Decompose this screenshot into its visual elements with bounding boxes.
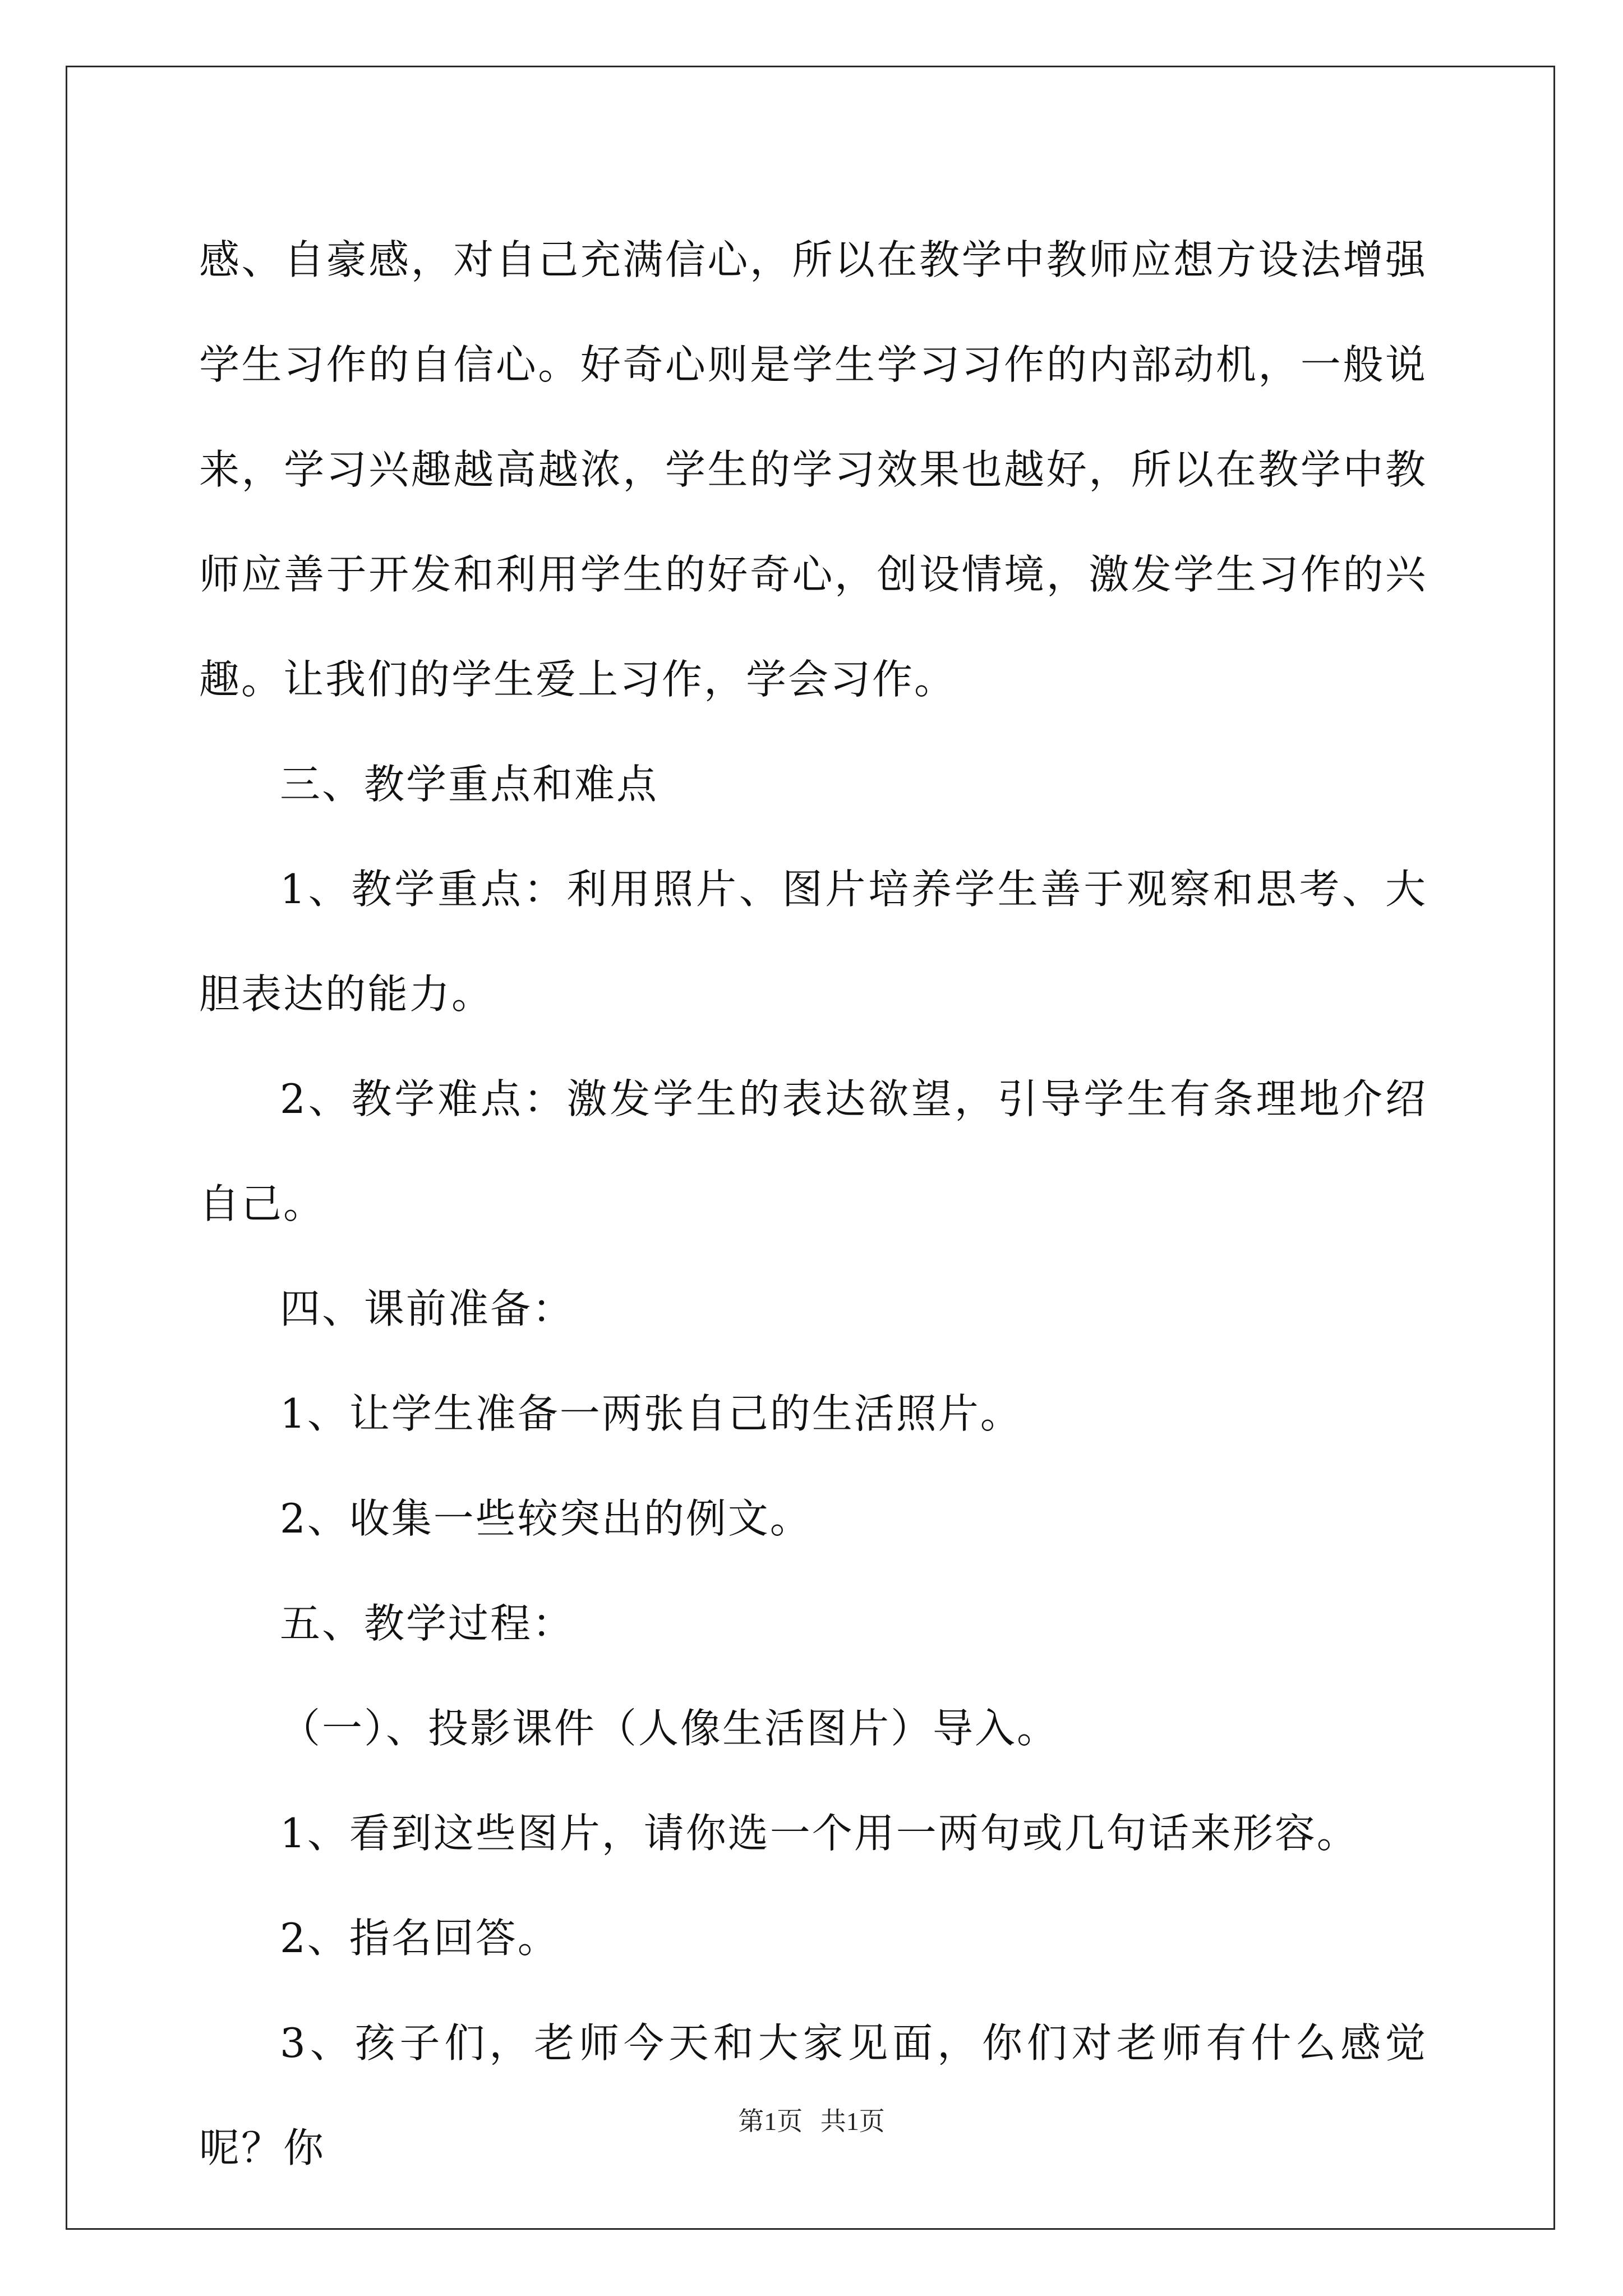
paragraph-process-intro: （一）、投影课件（人像生活图片）导入。: [280, 1705, 1059, 1752]
paragraph-prep-1: 1、让学生准备一两张自己的生活照片。: [280, 1390, 1022, 1437]
paragraph-process-1: 1、看到这些图片，请你选一个用一两句或几句话来形容。: [280, 1810, 1359, 1857]
section-heading-key-points: 三、教学重点和难点: [280, 761, 659, 808]
page-total: 共1页: [820, 2107, 885, 2136]
section-heading-process: 五、教学过程：: [280, 1600, 575, 1647]
paragraph-intro: 感、自豪感，对自己充满信心，所以在教学中教师应想方设法增强学生习作的自信心。好奇心则是学生学习习作的内部动机，一般说来，学习兴趣越高越浓，学生的学习效果也越好，所以在教学中教师应善于开发和利用学生的好奇心，创设情境，激发学生习作的兴趣。让我们的学生爱上习作，学会习作。: [199, 236, 1427, 703]
page-number: 第1页: [738, 2107, 803, 2136]
paragraph-difficulty: 2、教学难点：激发学生的表达欲望，引导学生有条理地介绍自己。: [199, 1075, 1427, 1227]
document-body: [199, 208, 1427, 2201]
paragraph-process-3: 3、孩子们，老师今天和大家见面，你们对老师有什么感觉呢？你: [199, 2019, 1427, 2171]
paragraph-key-point: 1、教学重点：利用照片、图片培养学生善于观察和思考、大胆表达的能力。: [199, 866, 1427, 1018]
paragraph-prep-2: 2、收集一些较突出的例文。: [280, 1495, 812, 1542]
paragraph-process-2: 2、指名回答。: [280, 1915, 560, 1962]
section-heading-preparation: 四、课前准备：: [280, 1285, 575, 1332]
page-footer: [0, 2101, 1623, 2138]
